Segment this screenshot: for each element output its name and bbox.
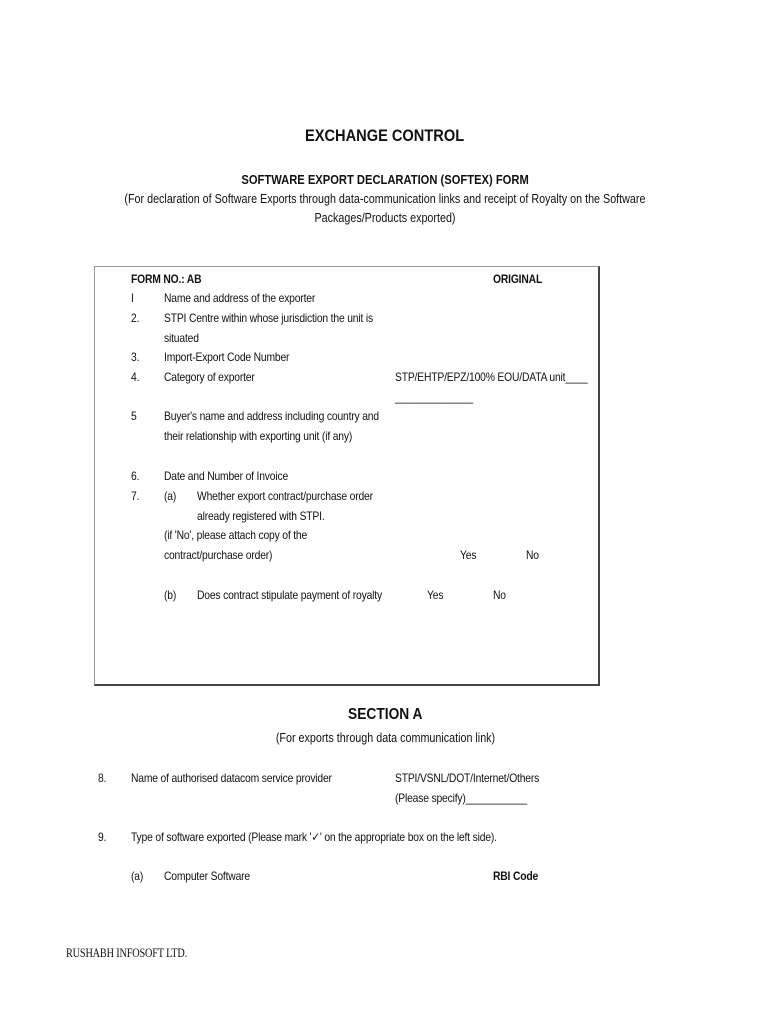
item-6-number: 6. <box>131 469 140 483</box>
item-7a-text-line2: already registered with STPI. <box>197 509 325 523</box>
item-2-label-line1: STPI Centre within whose jurisdiction the unit is <box>164 311 373 325</box>
item-8-label: Name of authorised datacom service provider <box>131 771 332 785</box>
item-7b-yes-option[interactable]: Yes <box>427 588 444 602</box>
item-3-number: 3. <box>131 350 140 364</box>
form-subtitle: SOFTWARE EXPORT DECLARATION (SOFTEX) FORM <box>241 172 529 187</box>
item-7b-label: (b) <box>164 588 177 602</box>
item-7a-text-line1: Whether export contract/purchase order <box>197 489 373 503</box>
exporter-category-value-line1: STP/EHTP/EPZ/100% EOU/DATA unit____ <box>395 370 588 384</box>
item-9a-label: (a) <box>131 869 144 883</box>
form-description-line1: (For declaration of Software Exports through data-communication links and receipt of Royalty on the Software <box>124 192 646 206</box>
form-number: FORM NO.: AB <box>131 272 202 286</box>
original-label: ORIGINAL <box>493 272 543 286</box>
item-5-label-line1: Buyer's name and address including country and <box>164 409 379 423</box>
section-a-title: SECTION A <box>347 706 423 723</box>
item-7a-note-line2: contract/purchase order) <box>164 548 273 562</box>
item-2-number: 2. <box>131 311 140 325</box>
item-5-label-line2: their relationship with exporting unit (if any) <box>164 429 353 443</box>
item-1-label: Name and address of the exporter <box>164 291 316 305</box>
item-6-label: Date and Number of Invoice <box>164 469 289 483</box>
item-4-label: Category of exporter <box>164 370 255 384</box>
item-7b-text: Does contract stipulate payment of royalty <box>197 588 382 602</box>
item-9-number: 9. <box>98 830 107 844</box>
item-7a-note-line1: (if 'No', please attach copy of the <box>164 528 308 542</box>
section-a-subtitle: (For exports through data communication link) <box>275 731 495 745</box>
document-title: EXCHANGE CONTROL <box>305 126 465 145</box>
form-description-line2: Packages/Products exported) <box>314 211 456 225</box>
item-2-label-line2: situated <box>164 331 199 345</box>
item-7a-no-option[interactable]: No <box>526 548 539 562</box>
item-7a-label: (a) <box>164 489 177 503</box>
item-3-label: Import-Export Code Number <box>164 350 290 364</box>
item-7b-no-option[interactable]: No <box>493 588 506 602</box>
item-7a-yes-option[interactable]: Yes <box>460 548 477 562</box>
datacom-provider-value-line2: (Please specify)___________ <box>395 791 527 805</box>
rbi-code-label: RBI Code <box>493 869 539 883</box>
item-1-number: I <box>131 291 134 305</box>
item-4-number: 4. <box>131 370 140 384</box>
item-7-number: 7. <box>131 489 140 503</box>
item-8-number: 8. <box>98 771 107 785</box>
item-9a-text: Computer Software <box>164 869 250 883</box>
footer-company-name: RUSHABH INFOSOFT LTD. <box>66 946 188 960</box>
item-5-number: 5 <box>131 409 137 423</box>
item-9-label: Type of software exported (Please mark '✓' on the appropriate box on the left side). <box>131 830 497 844</box>
datacom-provider-value-line1: STPI/VSNL/DOT/Internet/Others <box>395 771 540 785</box>
exporter-category-value-line2: ______________ <box>395 390 473 404</box>
